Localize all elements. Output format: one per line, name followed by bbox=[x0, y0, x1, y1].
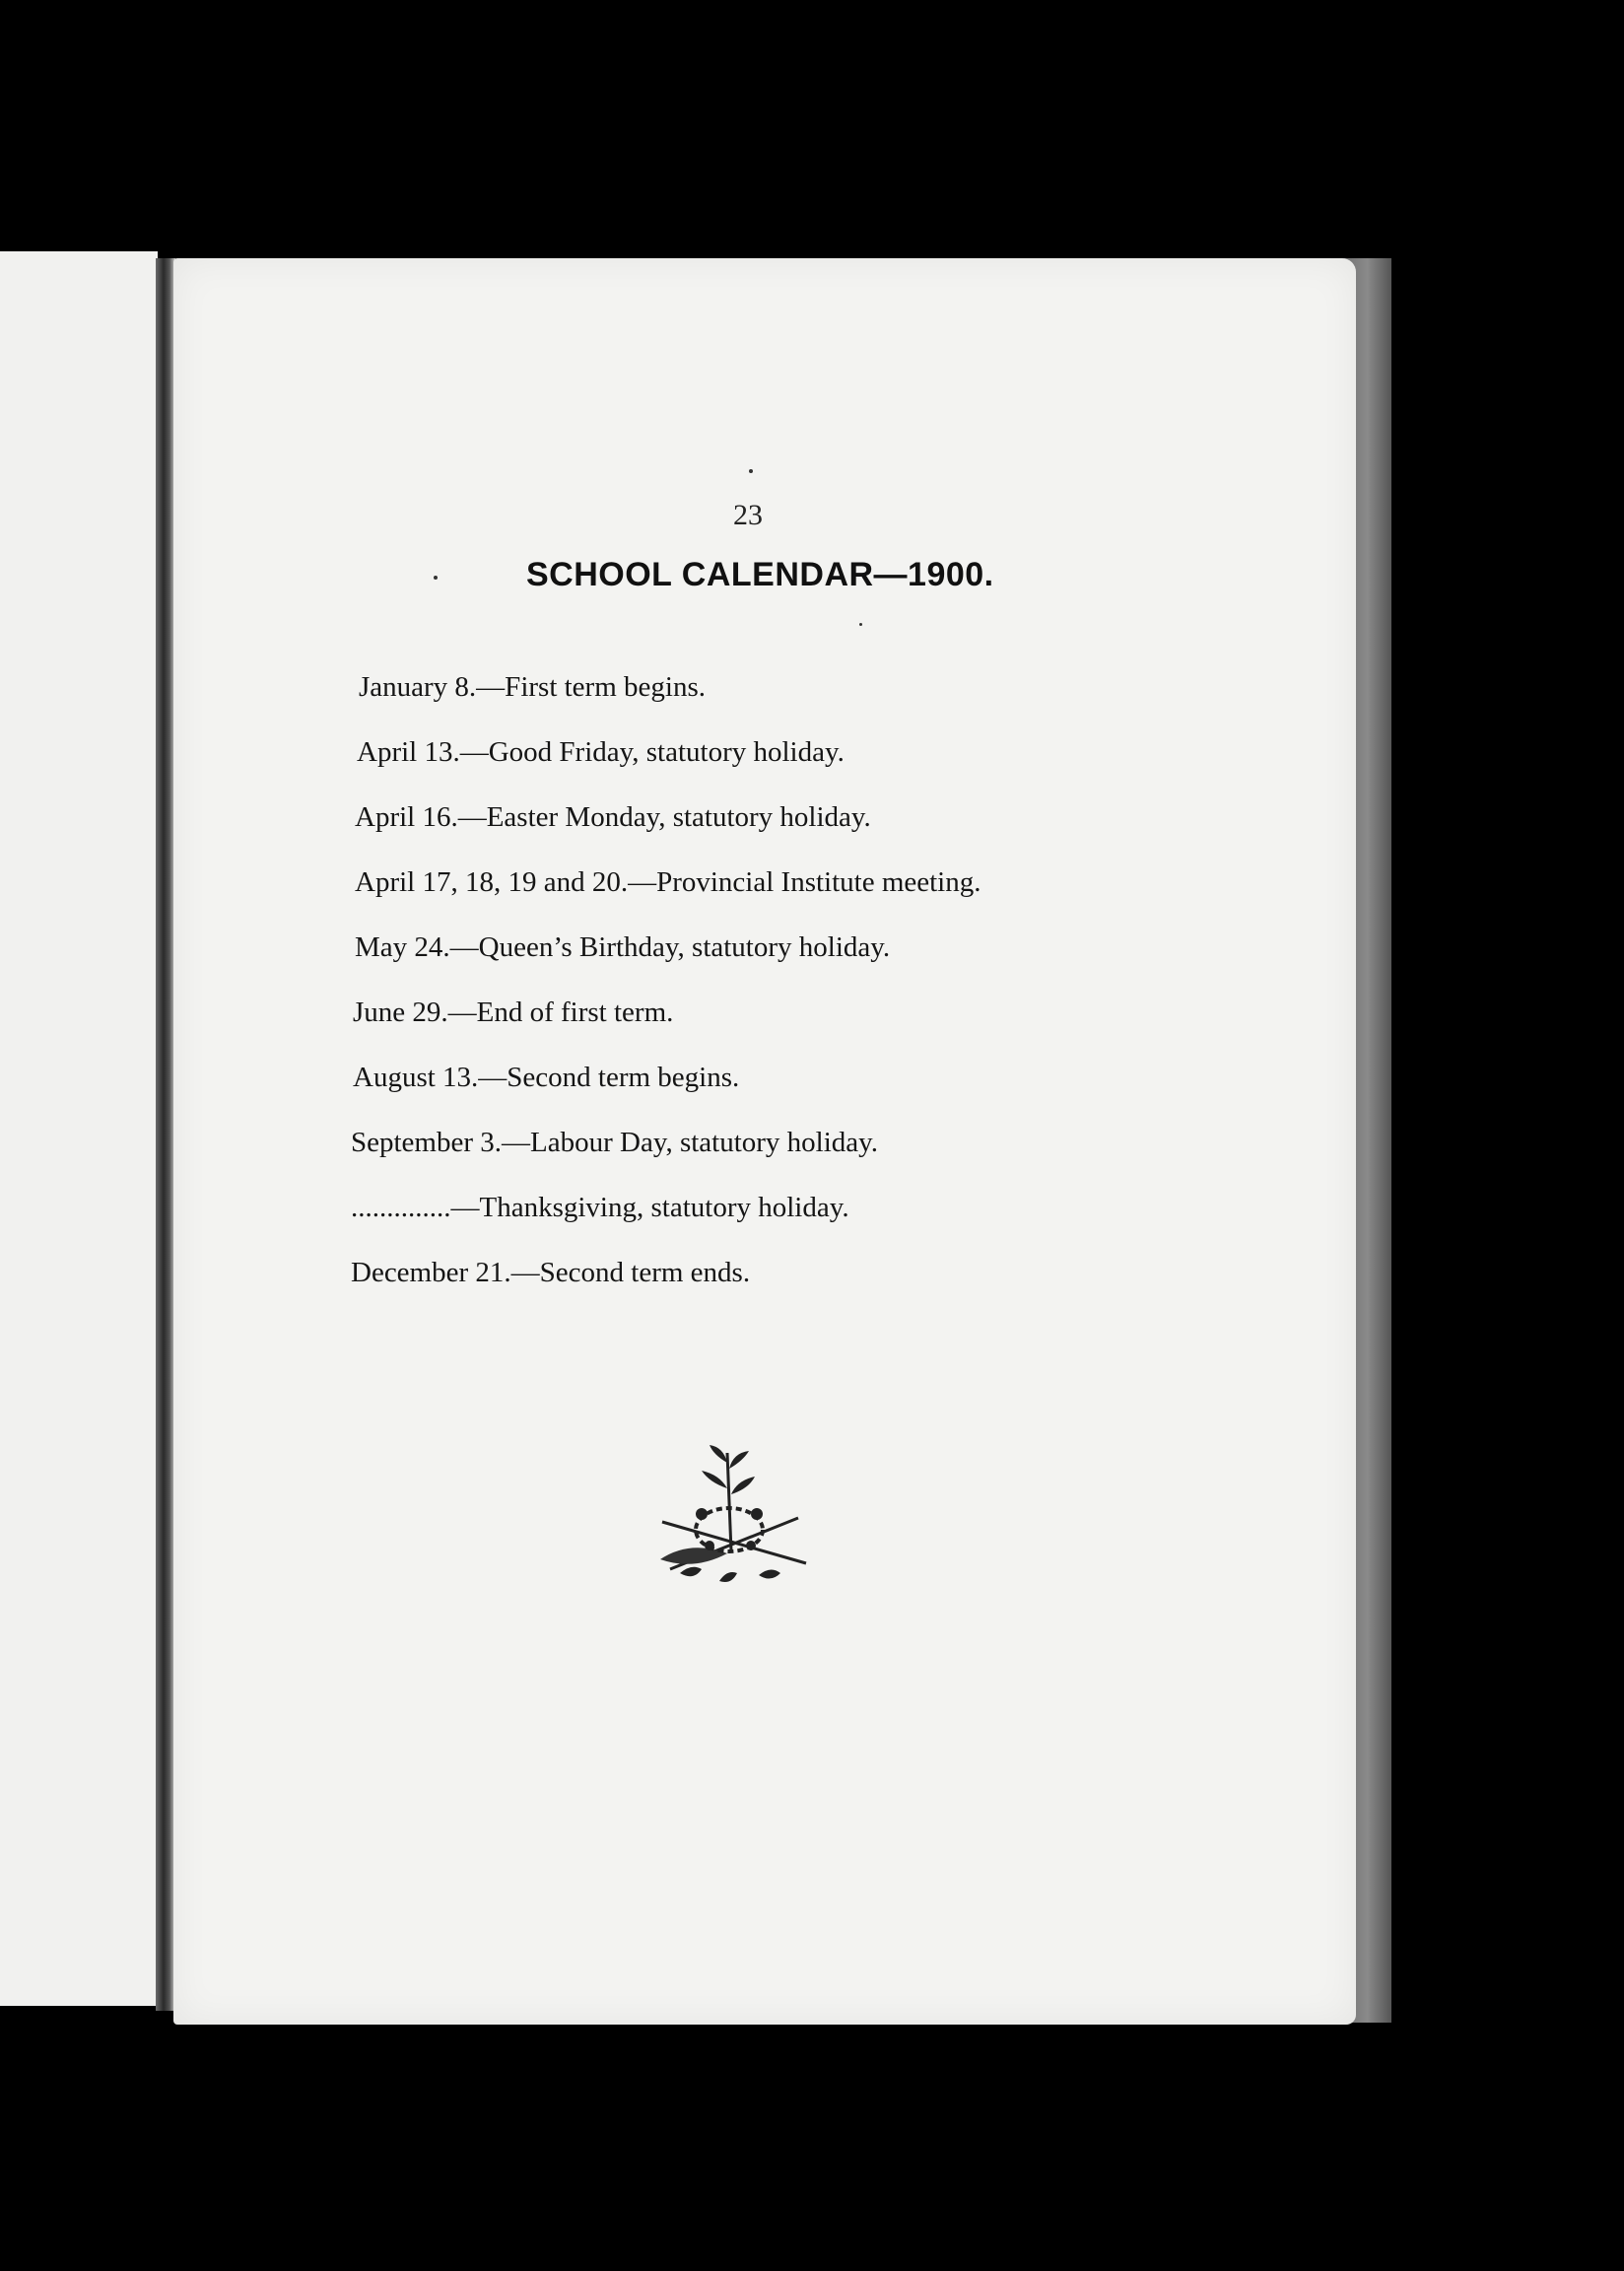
book-gutter bbox=[156, 258, 175, 2011]
calendar-entry: September 3.—Labour Day, statutory holiday. bbox=[351, 1127, 879, 1158]
calendar-entry: ..............—Thanksgiving, statutory holiday. bbox=[351, 1192, 849, 1223]
calendar-entry: December 21.—Second term ends. bbox=[351, 1257, 751, 1288]
calendar-entry: April 16.—Easter Monday, statutory holiday. bbox=[355, 801, 871, 833]
calendar-entry: August 13.—Second term begins. bbox=[353, 1062, 740, 1093]
left-facing-page-edge bbox=[0, 251, 158, 2006]
calendar-entry: June 29.—End of first term. bbox=[353, 997, 674, 1028]
calendar-entry: January 8.—First term begins. bbox=[359, 671, 706, 703]
floral-ornament-icon bbox=[650, 1443, 818, 1591]
ink-speck bbox=[749, 469, 753, 473]
calendar-entry: May 24.—Queen’s Birthday, statutory holiday. bbox=[355, 931, 891, 963]
calendar-entry: April 13.—Good Friday, statutory holiday. bbox=[357, 736, 845, 768]
page-number: 23 bbox=[733, 499, 763, 531]
calendar-entry: April 17, 18, 19 and 20.—Provincial Institute meeting. bbox=[355, 866, 981, 898]
page-title: SCHOOL CALENDAR—1900. bbox=[526, 556, 994, 593]
ink-speck bbox=[434, 576, 438, 580]
ink-speck bbox=[859, 623, 862, 626]
calendar-entry-list bbox=[351, 654, 1139, 1305]
